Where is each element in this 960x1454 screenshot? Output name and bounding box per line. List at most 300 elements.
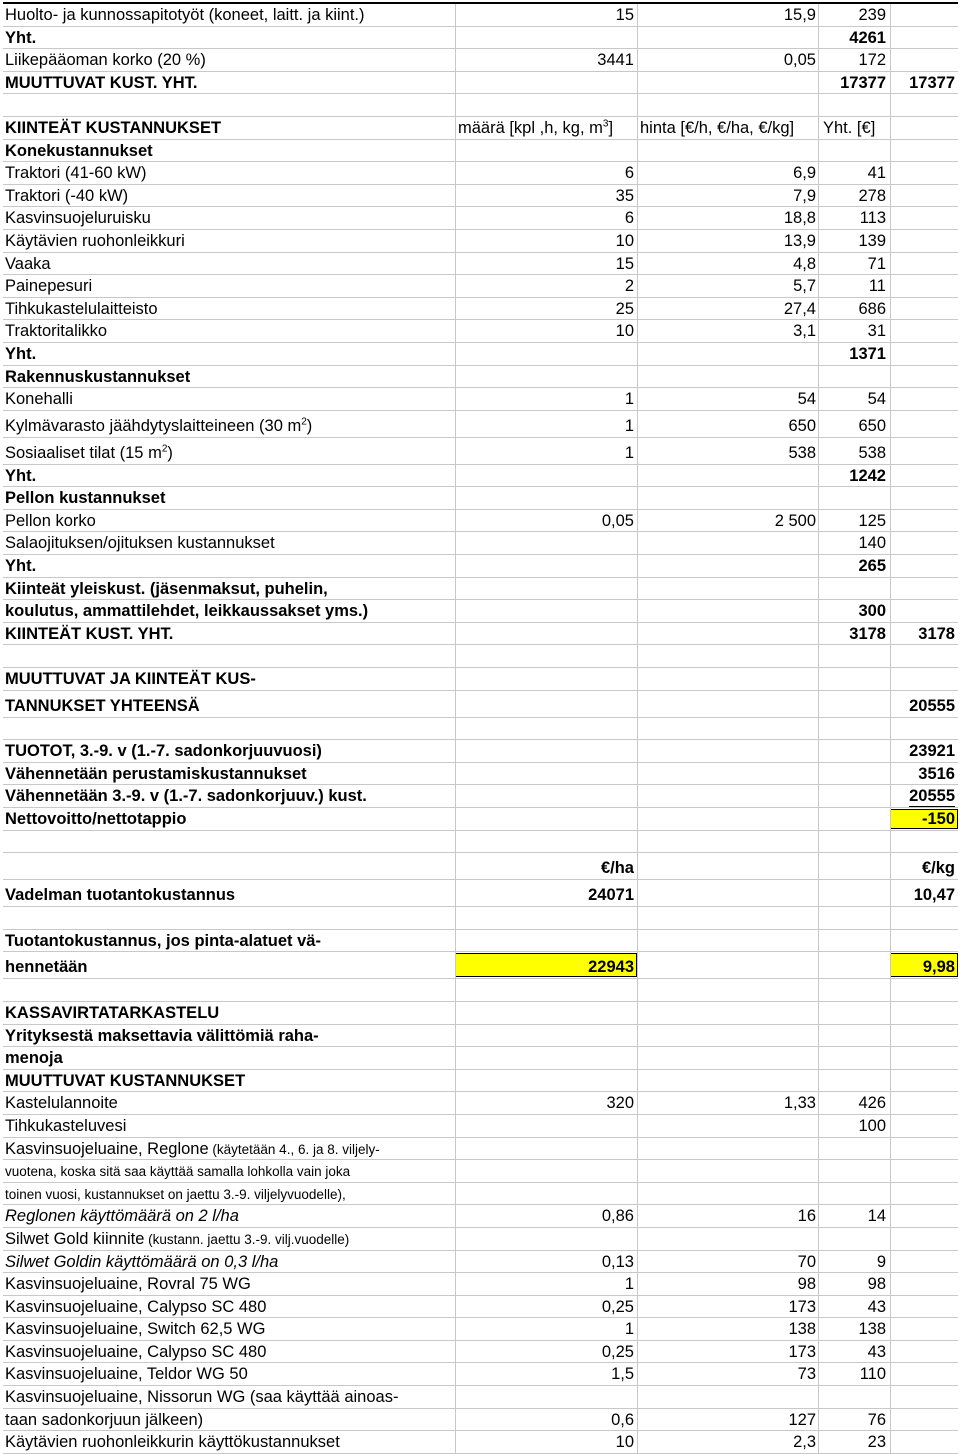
- cell-text: 10,47: [913, 886, 955, 905]
- value-cell-d: [849, 465, 886, 487]
- label-cell: [5, 275, 92, 297]
- cell-text: 43: [867, 1342, 886, 1361]
- label-cell: [5, 298, 158, 320]
- label-cell: [5, 555, 36, 577]
- cell-text: Yht.: [5, 557, 37, 576]
- cell-text: Salaojituksen/ojituksen kustannukset: [5, 534, 275, 553]
- value-cell-b: [616, 320, 634, 342]
- label-cell: [5, 1431, 340, 1453]
- cell-text: Traktori (-40 kW): [5, 186, 129, 205]
- cell-text: 265: [858, 557, 886, 576]
- value-cell-b: [625, 1273, 634, 1295]
- cell-text: -150: [921, 810, 955, 828]
- cell-text: menoja: [5, 1049, 63, 1068]
- cell-text: Silwet Goldin käyttömäärä on 0,3 l/ha: [5, 1252, 279, 1271]
- cell-text: 139: [858, 231, 886, 250]
- cell-text: 1,33: [783, 1094, 816, 1113]
- label-cell: [5, 320, 107, 342]
- cell-text: KIINTEÄT KUST. YHT.: [5, 624, 174, 643]
- grid-line: [637, 4, 638, 1454]
- table-row: [3, 185, 958, 208]
- cell-text: MUUTTUVAT KUST. YHT.: [5, 73, 198, 92]
- cell-text: Vähennetään 3.-9. v (1.-7. sadonkorjuuv.) kust.: [5, 787, 367, 806]
- table-row: [3, 1160, 958, 1183]
- table-row: [3, 1115, 958, 1138]
- cell-text: 0,25: [601, 1297, 634, 1316]
- value-cell-b: [602, 1251, 634, 1273]
- value-cell-d: [868, 1296, 886, 1318]
- cell-text: 125: [858, 511, 886, 530]
- value-cell-b: [588, 952, 634, 978]
- table-row: [3, 763, 958, 786]
- label-cell: [5, 487, 165, 509]
- value-cell-e: [909, 691, 955, 717]
- cell-text: Kasvinsuojeluaine, Teldor WG 50: [5, 1365, 248, 1384]
- table-row: [3, 230, 958, 253]
- cell-text: 650: [858, 416, 886, 435]
- value-cell-c: [793, 1431, 816, 1453]
- cell-text: Kiinteät yleiskust. (jäsenmaksut, puhelin,: [5, 579, 328, 598]
- label-cell: [5, 1341, 266, 1363]
- cell-text: Kasvinsuojeluaine, Calypso SC 480: [5, 1297, 267, 1316]
- table-row: [3, 388, 958, 411]
- cell-text: 10: [615, 231, 634, 250]
- value-cell-d: [868, 253, 886, 275]
- value-cell-b: [625, 207, 634, 229]
- label-cell: [5, 1115, 126, 1137]
- label-cell: [5, 230, 185, 252]
- cell-text: 23921: [909, 742, 955, 761]
- cell-text: Kasvinsuojeluaine, Reglone: [5, 1139, 209, 1158]
- value-cell-c: [788, 1409, 816, 1431]
- table-row: [3, 72, 958, 95]
- cell-text: 17377: [909, 73, 955, 92]
- value-cell-d: [840, 72, 886, 94]
- cell-text: 16: [797, 1207, 816, 1226]
- value-cell-b: [625, 1318, 634, 1340]
- grid-line: [818, 4, 819, 1454]
- label-cell: [5, 343, 36, 365]
- cell-text: KIINTEÄT KUSTANNUKSET: [5, 118, 222, 137]
- value-cell-d: [858, 1318, 886, 1340]
- table-row: [3, 320, 958, 343]
- table-row: [3, 1002, 958, 1025]
- value-cell-d: [858, 510, 886, 532]
- cell-text: 127: [788, 1410, 816, 1429]
- table-row: [3, 1228, 958, 1251]
- table-row: [3, 578, 958, 601]
- table-row: [3, 979, 958, 1002]
- cell-text: Käytävien ruohonleikkurin käyttökustannukset: [5, 1433, 340, 1452]
- label-cell: [5, 1273, 251, 1295]
- label-cell: [5, 1409, 203, 1431]
- table-row: [3, 930, 958, 953]
- table-row: [3, 952, 958, 979]
- cell-text: 1: [624, 416, 634, 435]
- value-cell-b: [625, 162, 634, 184]
- table-row: [3, 1296, 958, 1319]
- cell-text: hennetään: [5, 958, 88, 977]
- cell-text: Tihkukastelulaitteisto: [5, 299, 158, 318]
- label-cell: [5, 763, 307, 785]
- label-cell: [5, 117, 221, 139]
- label-cell: [5, 1205, 239, 1227]
- label-cell: [5, 1092, 118, 1114]
- value-cell-b: [606, 1092, 634, 1114]
- value-cell-c: [798, 1205, 816, 1227]
- cell-text: 54: [797, 390, 816, 409]
- value-cell-d: [868, 162, 886, 184]
- value-cell-d: [877, 1251, 886, 1273]
- grid-line: [890, 4, 891, 1454]
- cell-text: 239: [858, 6, 886, 24]
- cell-text: 25: [615, 299, 634, 318]
- cell-text: 31: [867, 322, 886, 341]
- value-cell-c: [788, 1296, 816, 1318]
- cell-text: 0,05: [601, 511, 634, 530]
- value-cell-d: [868, 320, 886, 342]
- cell-text: ]: [608, 118, 614, 137]
- value-cell-c: [788, 1341, 816, 1363]
- cell-text: 15: [615, 6, 634, 24]
- table-row: [3, 1386, 958, 1409]
- table-row: [3, 1431, 958, 1454]
- value-cell-b: [625, 438, 634, 464]
- value-cell-e: [922, 853, 955, 879]
- cell-text: 13,9: [783, 231, 816, 250]
- cell-text: MUUTTUVAT JA KIINTEÄT KUS-: [5, 670, 256, 689]
- table-row: [3, 1341, 958, 1364]
- table-row: [3, 4, 958, 27]
- cell-text: Vaaka: [5, 254, 51, 273]
- table-row: [3, 1070, 958, 1093]
- cell-text: 76: [867, 1410, 886, 1429]
- cell-text: 18,8: [783, 209, 816, 228]
- cell-text: taan sadonkorjuun jälkeen): [5, 1410, 204, 1429]
- table-row: [3, 853, 958, 880]
- table-row: [3, 740, 958, 763]
- cell-text: 10: [615, 1433, 634, 1452]
- label-cell: [5, 1025, 319, 1047]
- label-cell: [5, 438, 173, 464]
- cell-text: Kasvinsuojeluaine, Switch 62,5 WG: [5, 1320, 266, 1339]
- cell-text: Kasvinsuojeluruisku: [5, 209, 151, 228]
- cell-text: 1: [624, 1320, 634, 1339]
- label-cell: [5, 578, 328, 600]
- cell-text: 35: [615, 186, 634, 205]
- cell-text: 3178: [918, 624, 955, 643]
- cell-text: 278: [858, 186, 886, 205]
- cell-text: 320: [606, 1094, 634, 1113]
- value-cell-c: [775, 510, 816, 532]
- value-cell-d: [858, 438, 886, 464]
- cell-text: määrä [kpl ,h, kg, m: [458, 118, 603, 137]
- label-cell: [5, 1251, 278, 1273]
- cell-text: 138: [858, 1320, 886, 1339]
- cell-text: Konekustannukset: [5, 141, 153, 160]
- label-cell: [5, 1363, 248, 1385]
- label-cell: [5, 1002, 219, 1024]
- value-cell-c: [798, 1251, 816, 1273]
- label-cell: [5, 1047, 63, 1069]
- table-row: [3, 1251, 958, 1274]
- value-cell-c: [793, 253, 816, 275]
- cell-text: 426: [858, 1094, 886, 1113]
- cell-text: 17377: [840, 73, 886, 92]
- cell-text: Rakennuskustannukset: [5, 367, 191, 386]
- cell-text: ): [167, 443, 173, 462]
- value-cell-c: [798, 1273, 816, 1295]
- cell-text: 6: [624, 209, 634, 228]
- cell-text: Reglonen käyttömäärä on 2 l/ha: [5, 1207, 239, 1226]
- label-cell: [5, 510, 96, 532]
- cell-text: 173: [788, 1297, 816, 1316]
- cell-text: Silwet Gold kiinnite: [5, 1229, 145, 1248]
- header-cell-total: [823, 117, 875, 139]
- cell-text: 4261: [849, 28, 886, 47]
- label-cell: [5, 253, 51, 275]
- value-cell-d: [869, 275, 886, 297]
- value-cell-c: [788, 1318, 816, 1340]
- header-cell-quantity: [458, 117, 613, 139]
- label-cell: [5, 140, 153, 162]
- cell-text: 3,1: [793, 322, 816, 341]
- cell-text: 0,25: [601, 1342, 634, 1361]
- label-cell: [5, 388, 73, 410]
- table-row: [3, 1409, 958, 1432]
- value-cell-e: [909, 72, 955, 94]
- cell-text: 0,05: [783, 51, 816, 70]
- value-cell-d: [860, 1363, 886, 1385]
- label-cell: [5, 411, 312, 437]
- table-row: [3, 275, 958, 298]
- cell-text: Pellon kustannukset: [5, 489, 166, 508]
- table-row: [3, 343, 958, 366]
- value-cell-c: [798, 388, 816, 410]
- table-row: [3, 718, 958, 741]
- cell-text: 172: [858, 51, 886, 70]
- value-cell-c: [784, 230, 816, 252]
- cell-text: 2,3: [793, 1433, 816, 1452]
- table-row: [3, 1273, 958, 1296]
- cell-text: €/ha: [600, 859, 634, 878]
- value-cell-b: [616, 253, 634, 275]
- cell-text: 9: [876, 1252, 886, 1271]
- cell-text: 0,6: [611, 1410, 634, 1429]
- cell-text: Kasvinsuojeluaine, Calypso SC 480: [5, 1342, 267, 1361]
- table-row: [3, 140, 958, 163]
- cell-text: Tuotantokustannus, jos pinta-alatuet vä-: [5, 931, 321, 950]
- cell-text: 6,9: [793, 164, 816, 183]
- label-cell: [5, 808, 186, 830]
- cell-text: Traktori (41-60 kW): [5, 164, 147, 183]
- superscript: 3: [602, 118, 609, 130]
- value-cell-d: [858, 532, 886, 554]
- cell-text: Kasvinsuojeluaine, Rovral 75 WG: [5, 1275, 251, 1294]
- cell-text: 4,8: [793, 254, 816, 273]
- cell-text: 1: [624, 1275, 634, 1294]
- cell-text: 3441: [597, 51, 634, 70]
- value-cell-b: [602, 510, 634, 532]
- cell-text: Kasvinsuojeluaine, Nissorun WG (saa käyttää ainoas-: [5, 1388, 399, 1407]
- value-cell-c: [793, 275, 816, 297]
- label-cell: [5, 162, 147, 184]
- value-cell-d: [849, 343, 886, 365]
- value-cell-d: [858, 230, 886, 252]
- value-cell-c: [788, 411, 816, 437]
- cell-text: 70: [797, 1252, 816, 1271]
- table-row: [3, 1183, 958, 1206]
- cell-text: 20555: [909, 787, 955, 806]
- table-row: [3, 880, 958, 907]
- value-cell-b: [616, 4, 634, 26]
- header-cell-price: [640, 117, 794, 139]
- label-cell: [5, 49, 206, 71]
- value-cell-d: [868, 388, 886, 410]
- value-cell-d: [858, 411, 886, 437]
- table-row: [3, 298, 958, 321]
- value-cell-d: [868, 1341, 886, 1363]
- cell-text: Yht.: [5, 28, 37, 47]
- value-cell-c: [784, 49, 816, 71]
- value-cell-e: [918, 623, 955, 645]
- cell-text: Yht. [€]: [823, 118, 876, 137]
- value-cell-d: [858, 49, 886, 71]
- cell-text: 41: [867, 164, 886, 183]
- value-cell-d: [858, 298, 886, 320]
- cell-text: 1371: [849, 344, 886, 363]
- table-row: [3, 438, 958, 465]
- value-cell-e: [914, 880, 955, 906]
- value-cell-b: [625, 411, 634, 437]
- cell-text: Huolto- ja kunnossapitotyöt (koneet, laitt. ja kiint.): [5, 6, 365, 24]
- table-row: [3, 465, 958, 488]
- label-cell: [5, 1138, 380, 1160]
- table-row: [3, 668, 958, 691]
- label-cell: [5, 1296, 266, 1318]
- label-cell: [5, 465, 36, 487]
- cell-text: TUOTOT, 3.-9. v (1.-7. sadonkorjuuvuosi): [5, 742, 322, 761]
- value-cell-b: [625, 388, 634, 410]
- cell-text: 15: [615, 254, 634, 273]
- cell-text: 73: [797, 1365, 816, 1384]
- table-row: [3, 487, 958, 510]
- cell-text: 140: [858, 534, 886, 553]
- value-cell-b: [602, 1341, 634, 1363]
- table-row: [3, 555, 958, 578]
- value-cell-b: [611, 1363, 634, 1385]
- cell-text: 3516: [918, 764, 955, 783]
- cell-text: 54: [867, 390, 886, 409]
- cell-text: Vähennetään perustamiskustannukset: [5, 764, 307, 783]
- label-cell: [5, 1228, 349, 1250]
- value-cell-b: [602, 1296, 634, 1318]
- value-cell-d: [860, 207, 886, 229]
- cell-text: 686: [858, 299, 886, 318]
- table-row: [3, 785, 958, 808]
- cell-text: 27,4: [783, 299, 816, 318]
- value-cell-c: [798, 1363, 816, 1385]
- cell-text: Liikepääoman korko (20 %): [5, 51, 206, 70]
- value-cell-d: [858, 1092, 886, 1114]
- value-cell-c: [784, 298, 816, 320]
- label-cell: [5, 691, 200, 717]
- table-row: [3, 532, 958, 555]
- table-row: [3, 94, 958, 117]
- cell-text: Yht.: [5, 466, 37, 485]
- cell-text: Kastelulannoite: [5, 1094, 118, 1113]
- value-cell-c: [784, 207, 816, 229]
- cell-text: MUUTTUVAT KUSTANNUKSET: [5, 1071, 246, 1090]
- label-cell: [5, 668, 256, 690]
- cell-text: 43: [867, 1297, 886, 1316]
- cell-text: vuotena, koska sitä saa käyttää samalla lohkolla vain joka: [5, 1164, 351, 1180]
- value-cell-d: [849, 27, 886, 49]
- cell-text: Yrityksestä maksettavia välittömiä raha-: [5, 1026, 319, 1045]
- value-cell-b: [601, 853, 634, 879]
- cell-text: 110: [859, 1365, 886, 1384]
- cell-text: 0,86: [601, 1207, 634, 1226]
- cell-text: Painepesuri: [5, 277, 93, 296]
- label-cell: [5, 207, 151, 229]
- cell-text: Tihkukasteluvesi: [5, 1116, 127, 1135]
- table-row: [3, 1092, 958, 1115]
- cell-text: 15,9: [783, 6, 816, 24]
- value-cell-d: [858, 4, 886, 26]
- cell-text: 22943: [588, 958, 634, 977]
- table-row: [3, 207, 958, 230]
- value-cell-c: [793, 162, 816, 184]
- value-cell-e: [922, 808, 955, 830]
- table-row: [3, 831, 958, 854]
- table-row: [3, 49, 958, 72]
- superscript: 2: [161, 443, 168, 455]
- cell-text: 2: [624, 277, 634, 296]
- table-row: [3, 253, 958, 276]
- value-cell-d: [858, 600, 886, 622]
- value-cell-c: [784, 4, 816, 26]
- value-cell-c: [793, 320, 816, 342]
- cell-text: €/kg: [921, 859, 955, 878]
- table-row: [3, 27, 958, 50]
- cell-text: 1,5: [611, 1365, 634, 1384]
- cell-text: 98: [867, 1275, 886, 1294]
- value-cell-b: [597, 49, 634, 71]
- label-cell: [5, 740, 322, 762]
- table-row: [3, 1318, 958, 1341]
- table-row: [3, 510, 958, 533]
- cell-text: Pellon korko: [5, 511, 96, 530]
- value-cell-b: [616, 298, 634, 320]
- table-row: [3, 691, 958, 718]
- cell-text: Nettovoitto/nettotappio: [5, 810, 187, 828]
- table-row: [3, 1363, 958, 1386]
- label-cell: [5, 72, 198, 94]
- cell-text: 0,13: [601, 1252, 634, 1271]
- table-row: [3, 808, 958, 831]
- value-cell-d: [868, 1431, 886, 1453]
- cell-text: 538: [788, 443, 816, 462]
- label-cell: [5, 1183, 346, 1205]
- value-cell-d: [858, 185, 886, 207]
- table-row: [3, 1047, 958, 1070]
- cell-text: 1: [624, 443, 634, 462]
- cell-text: 5,7: [793, 277, 816, 296]
- value-cell-b: [611, 1409, 634, 1431]
- cell-text: 113: [859, 209, 886, 228]
- cell-text: 9,98: [922, 958, 955, 977]
- value-cell-b: [616, 230, 634, 252]
